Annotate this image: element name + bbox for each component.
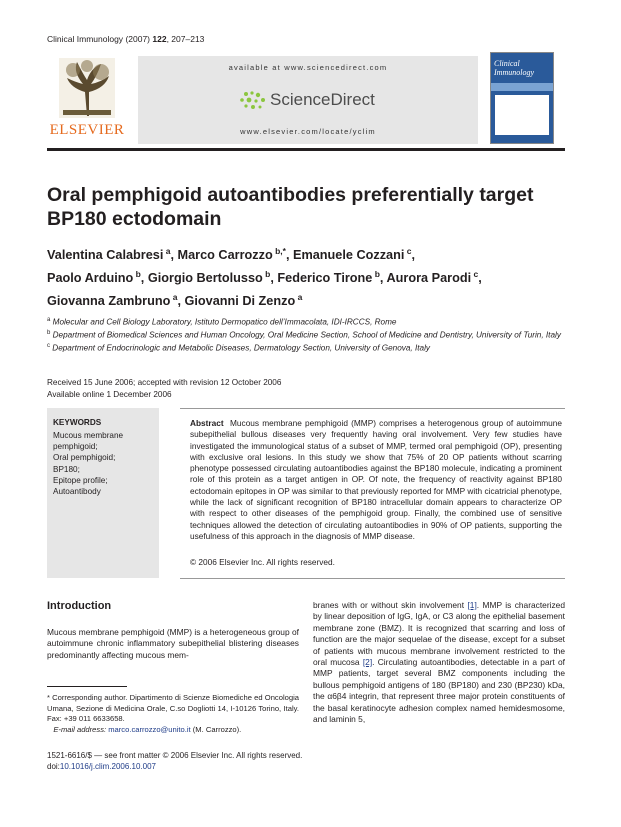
author: Giovanna Zambruno [47,294,171,309]
journal-cover [490,52,554,144]
citation-link[interactable]: [1] [467,600,477,610]
body-column-right: branes with or without skin involvement [1]. MMP is characterized by linear deposition of IgG, IgA, or C3 along the epithelial basement membrane zone (BMZ). It is recognized that scarring and loss of function are the major sequelae of the disease, except for a subset of patients with mucous membrane involvement restricted to the oral mucosa [2]. Circulating autoantibodies, detectable in a part of MMP patients, target several BMZ components including the bullous pemphigoid antigens of 180 (BP180) and 230 (BP230) kDa, the α6β4 integrin, that represent three major protein constituents of the basal keratinocyte adhesion complex named hemidesmosome, and laminin 5, [313,600,565,725]
author-list: Valentina Calabresi $^a$, Marco Carrozzo $^{b,*}$, Emanuele Cozzani $^c$, Paolo Arduino $^b$, Giorgio Bertolusso $^b$, Federico Tirone $^b$, Aurora Parodi $^c$, Giovanna Zambruno $^a$, Giovanni Di Zenzo $^a$ [47,246,482,309]
abstract-text: Mucous membrane pemphigoid (MMP) comprises a heterogenous group of autoimmune subepithelial bullous diseases very frequently having oral involvement. Very few studies have investigated the immunological status of a subset of MMP, termed oral pemphigoid (OP), presenting with exclusive oral lesions. In this study we show that 75% of 20 OP patients without scarring phenotype possessed circulating autoantibodies against the BP180 molecule, indicating a prominent role of this protein as a target antigen in OP. Of note, the frequency of reactivity against BP180 ectodomain epitopes in OP was similar to that previously reported for MMP with cicatricial phenotype, while the lack of significant recognition of BP180 intracellular domain appears to characterize OP with respect to other diseases of the pemphigoid group. Finally, the combined use of sensitive techniques allowed the detection of circulating autoantibodies in 90% of OP patients, supporting the usefulness of this approach in the diagnosis of MMP disease. [190,418,562,541]
sciencedirect-dots-icon [238,89,268,111]
email-label: E-mail address: [53,724,107,734]
elsevier-logo [47,56,125,146]
abstract-rule-top [180,408,565,409]
author: Marco Carrozzo [177,248,273,263]
journal-url: www.elsevier.com/locate/yclim [240,127,376,136]
header-rule [47,148,565,151]
received-date: Received 15 June 2006; accepted with revision 12 October 2006 [47,378,282,387]
abstract [190,418,562,542]
abstract-label: Abstract [190,418,224,428]
front-matter-footer [47,750,302,772]
keyword-list [53,430,153,497]
author: Federico Tirone [277,271,373,286]
affiliation: $^a$ Molecular and Cell Biology Laboratory, Istituto Dermopatico dell’Immacolata, IDI-IRCCS, Rome [47,317,397,327]
article-title: Oral pemphigoid autoantibodies preferentially target BP180 ectodomain [47,184,534,230]
online-date: Available online 1 December 2006 [47,389,172,399]
cover-band [491,83,553,91]
elsevier-tree-icon [59,58,115,118]
journal-reference: Clinical Immunology (2007) 122, 207–213 [47,34,205,44]
doi-line: doi:10.1016/j.clim.2006.10.007 [47,762,156,771]
email-link[interactable]: marco.carrozzo@unito.it [108,724,191,734]
affiliation: $^b$ Department of Biomedical Sciences and Human Oncology, Oral Medicine Section, School of Medicine and Dentistry, University of Turin, Italy [47,330,561,340]
keyword: Oral pemphigoid; [53,453,116,463]
author: Emanuele Cozzani [293,248,405,263]
citation-link[interactable]: [2] [362,657,373,668]
affiliation: $^c$ Department of Endocrinologic and Metabolic Diseases, Dermatology Section, University of Genova, Italy [47,343,430,353]
footnote-rule [47,686,127,687]
keyword: Mucous membrane pemphigoid; [53,431,124,452]
body-column-left: Mucous membrane pemphigoid (MMP) is a heterogeneous group of autoimmune chronic inflammatory subepithelial blistering diseases predominantly affecting mucous mem- [47,627,299,660]
author: Paolo Arduino [47,271,134,286]
section-heading: Introduction [47,600,112,612]
cover-image [495,95,549,135]
author: Giovanni Di Zenzo [184,294,296,309]
keyword: Epitope profile; [53,475,108,485]
cover-title: Clinical Immunology [494,59,534,77]
abstract-copyright: © 2006 Elsevier Inc. All rights reserved. [190,557,335,567]
article-history [47,377,281,400]
keyword: BP180; [53,464,80,474]
doi-link[interactable]: 10.1016/j.clim.2006.10.007 [59,762,156,771]
corresponding-author-footnote: * Corresponding author. Dipartimento di Scienze Biomediche ed Oncologia Umana, Sezione di Medicina Orale, C.so Dogliotti 14, I-10126 Torino, Italy. Fax: +39 011 6633658. E-mail address: marco.carrozzo@unito.it (M. Carrozzo). [47,693,299,734]
keywords-box [47,408,159,578]
sciencedirect-wordmark: ScienceDirect [270,90,375,109]
abstract-rule-bottom [180,578,565,579]
keyword: Autoantibody [53,487,101,497]
issn-line: 1521-6616/$ — see front matter © 2006 Elsevier Inc. All rights reserved. [47,751,303,760]
keywords-heading: KEYWORDS [53,418,102,427]
affiliations [47,315,577,354]
sciencedirect-banner [138,56,478,144]
available-at-text: available at www.sciencedirect.com [228,63,388,72]
author: Valentina Calabresi [47,248,164,263]
publisher-name: ELSEVIER [49,122,125,138]
author: Giorgio Bertolusso [147,271,263,286]
author: Aurora Parodi [386,271,472,286]
